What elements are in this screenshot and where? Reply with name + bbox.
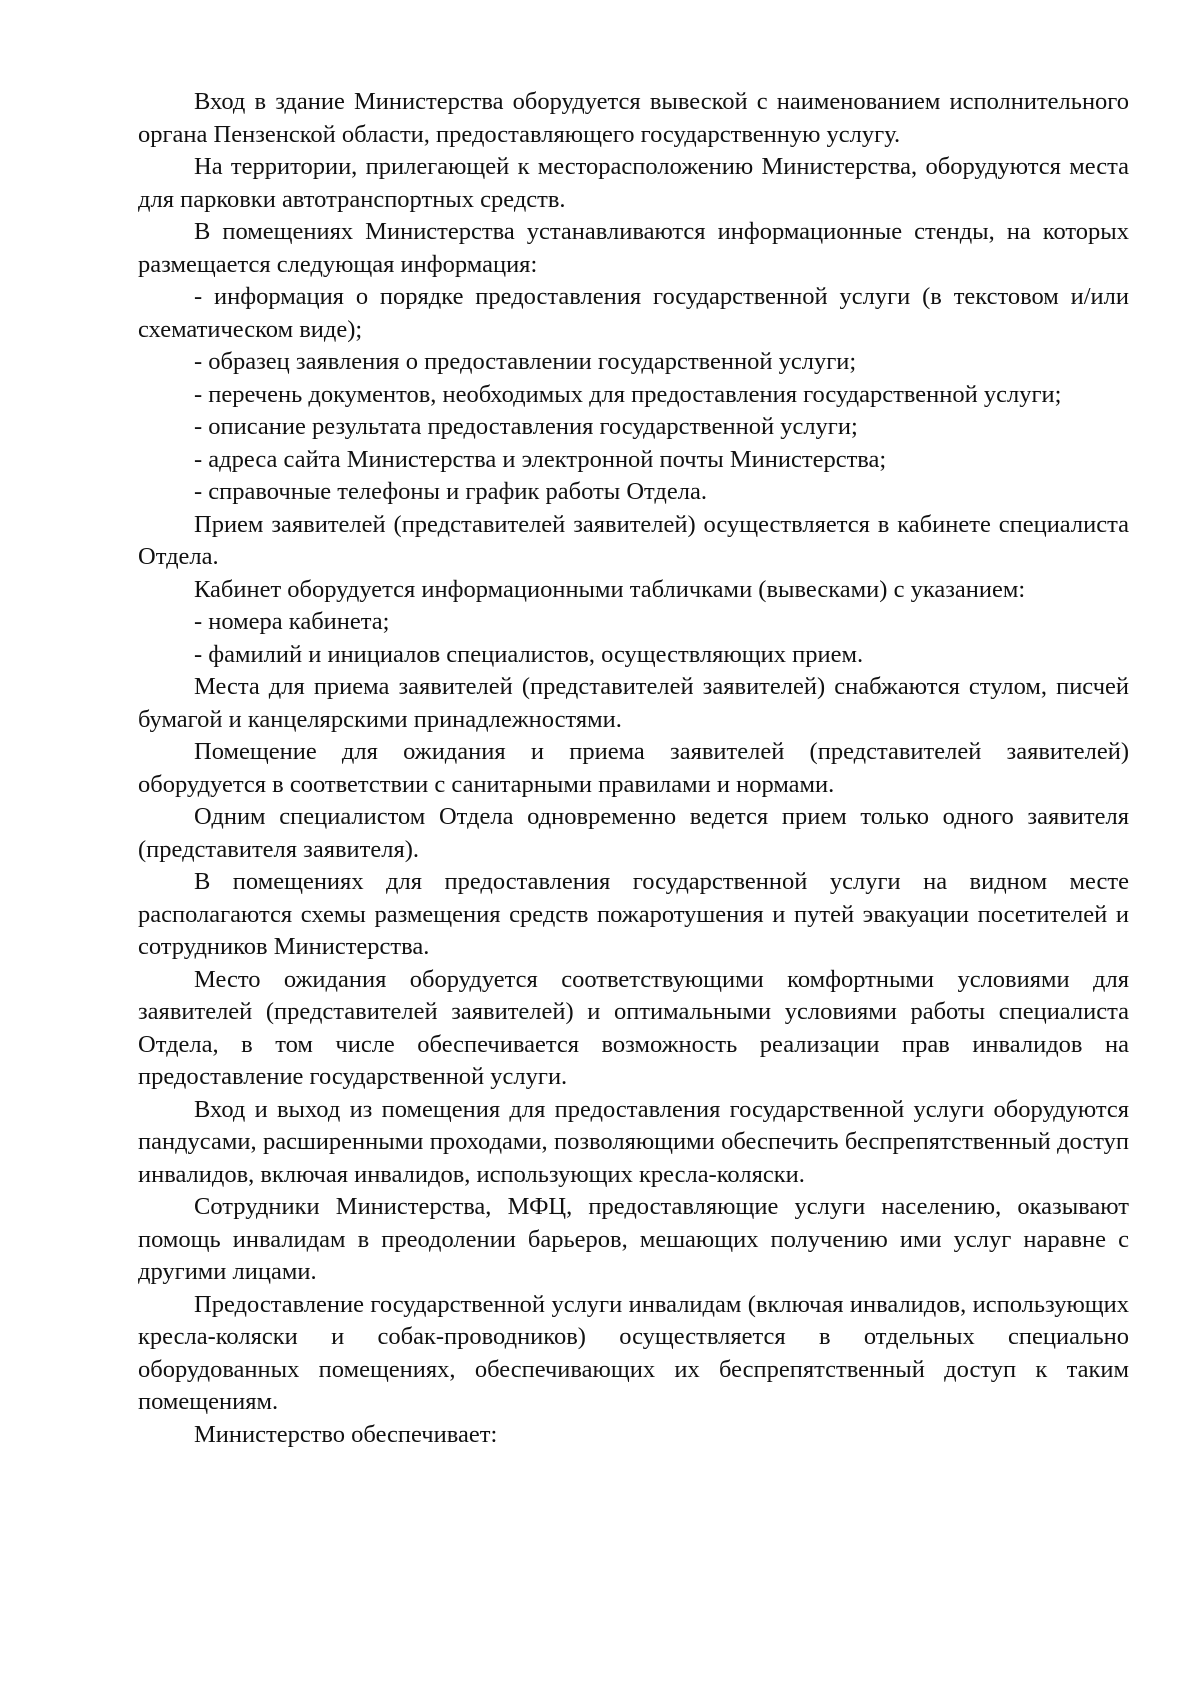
paragraph-building-sign: Вход в здание Министерства оборудуется вывеской с наименованием исполнительного органа Пензенской области, предоставляющего государственную услугу. [138,88,1129,148]
list-item-documents-list: - перечень документов, необходимых для предоставления государственной услуги; [194,380,1062,408]
paragraph-one-applicant: Одним специалистом Отдела одновременно ведется прием только одного заявителя (представителя заявителя). [138,803,1129,863]
paragraph-reception-supplies: Места для приема заявителей (представителей заявителей) снабжаются стулом, писчей бумагой и канцелярскими принадлежностями. [138,673,1129,733]
paragraph-reception-office: Прием заявителей (представителей заявителей) осуществляется в кабинете специалиста Отдела. [138,510,1129,570]
list-item-office-number: - номера кабинета; [194,608,390,635]
paragraph-ministry-provides: Министерство обеспечивает: [194,1420,498,1448]
paragraph-disabled-access: Предоставление государственной услуги инвалидам (включая инвалидов, использующих кресла-коляски и собак-проводников) осуществляется в отдельных специально оборудованных помещениях, обеспечивающих их беспрепятственный доступ к таким помещениям. [138,1290,1129,1415]
paragraph-info-stands: В помещениях Министерства устанавливаются информационные стенды, на которых размещается следующая информация: [138,218,1129,278]
list-item-phones-schedule: - справочные телефоны и график работы Отдела. [194,478,707,505]
document-page [138,86,1129,1451]
list-item-procedure-info: - информация о порядке предоставления государственной услуги (в текстовом и/или схематическом виде); [138,283,1129,343]
list-item-website-email: - адреса сайта Министерства и электронной почты Министерства; [194,445,887,473]
paragraph-evacuation-schemes: В помещениях для предоставления государственной услуги на видном месте располагаются схемы размещения средств пожаротушения и путей эвакуации посетителей и сотрудников Министерства. [138,868,1129,960]
list-item-specialist-names: - фамилий и инициалов специалистов, осуществляющих прием. [194,640,864,668]
paragraph-waiting-comfort: Место ожидания оборудуется соответствующими комфортными условиями для заявителей (представителей заявителей) и оптимальными условиями работы специалиста Отдела, в том числе обеспечивается возможность реализации прав инвалидов на предоставление государственной услуги. [138,965,1129,1090]
paragraph-office-signs: Кабинет оборудуется информационными табличками (вывесками) с указанием: [194,575,1026,603]
paragraph-staff-assistance: Сотрудники Министерства, МФЦ, предоставляющие услуги населению, оказывают помощь инвалидам в преодолении барьеров, мешающих получению ими услуг наравне с другими лицами. [138,1193,1129,1285]
paragraph-ramps: Вход и выход из помещения для предоставления государственной услуги оборудуются пандусами, расширенными проходами, позволяющими обеспечить беспрепятственный доступ инвалидов, включая инвалидов, использующих кресла-коляски. [138,1095,1129,1188]
paragraph-parking: На территории, прилегающей к месторасположению Министерства, оборудуются места для парковки автотранспортных средств. [138,153,1129,213]
list-item-application-sample: - образец заявления о предоставлении государственной услуги; [194,348,857,375]
paragraph-waiting-room: Помещение для ожидания и приема заявителей (представителей заявителей) оборудуется в соответствии с санитарными правилами и нормами. [138,738,1129,798]
list-item-result-description: - описание результата предоставления государственной услуги; [194,413,858,440]
